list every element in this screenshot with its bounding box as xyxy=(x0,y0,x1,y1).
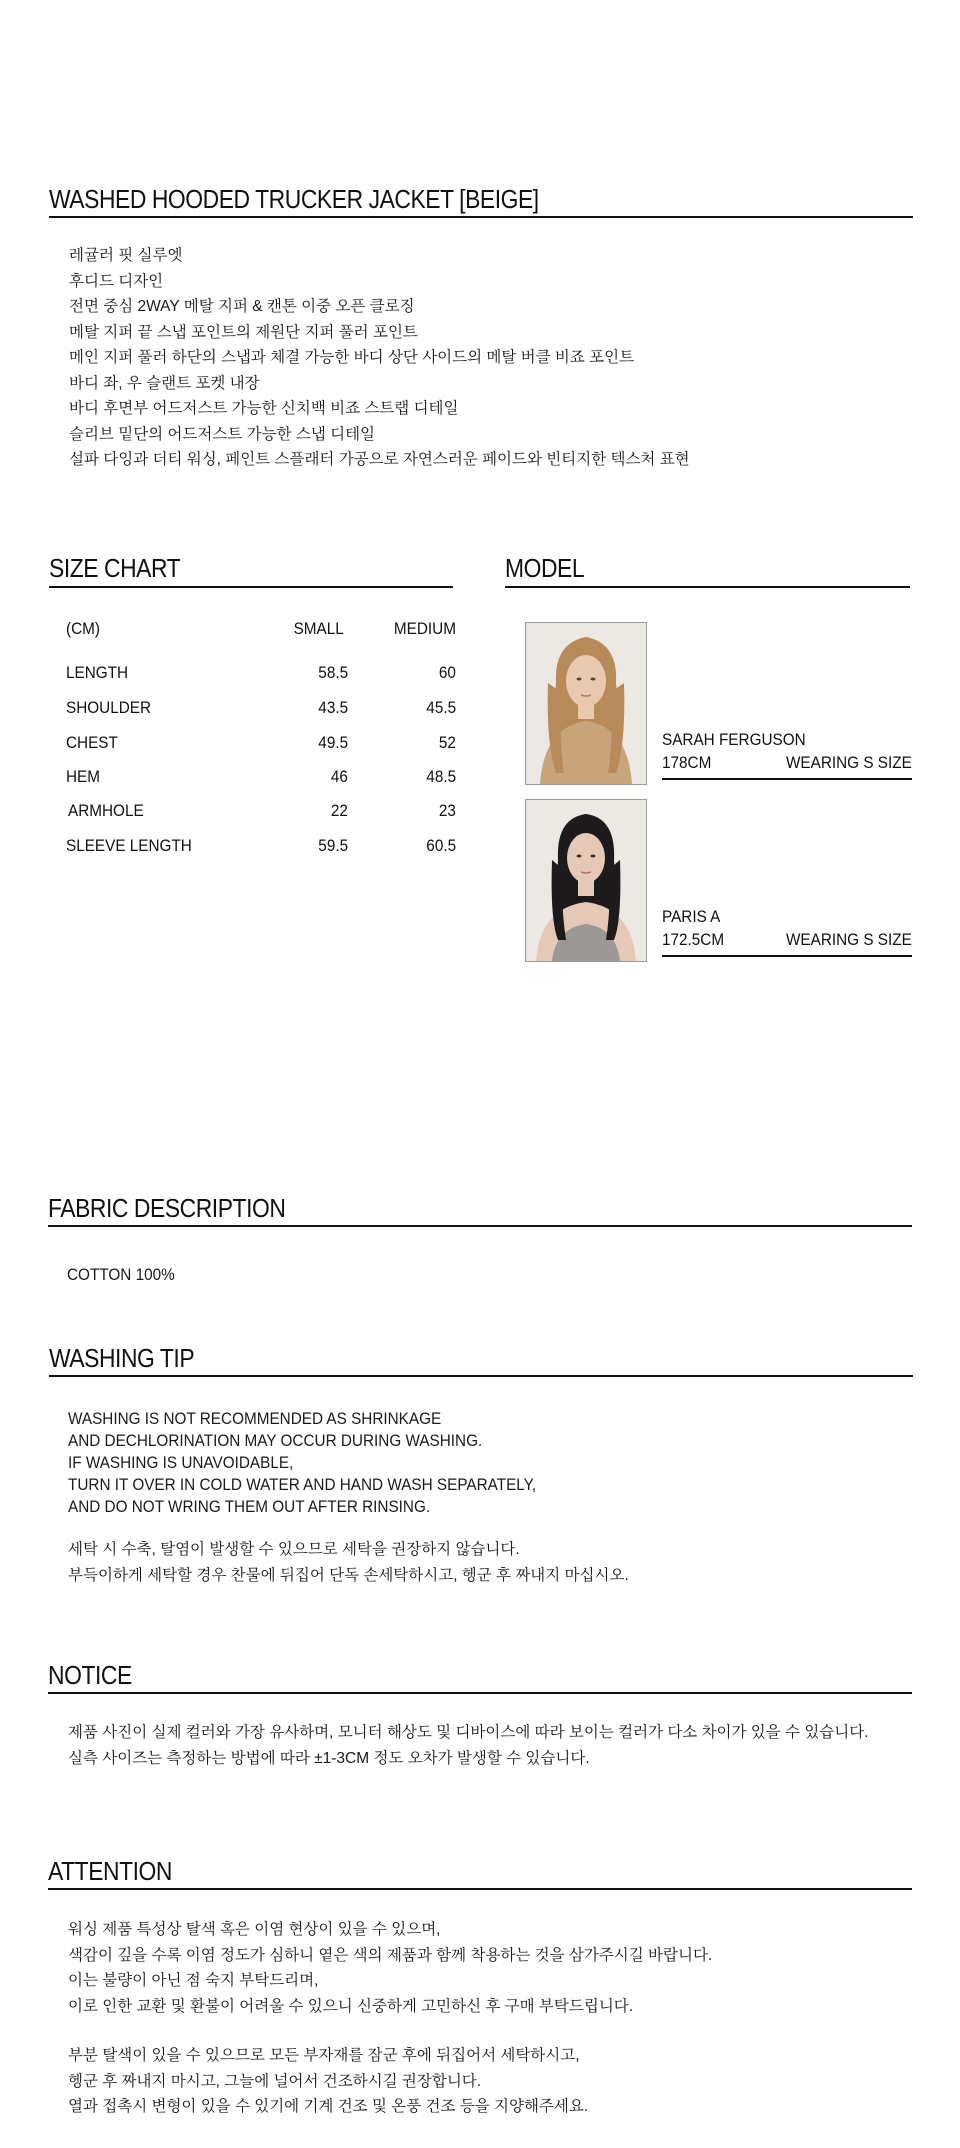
table-row xyxy=(66,733,456,757)
notice-text xyxy=(68,1720,869,1771)
washing-en-line: AND DO NOT WRING THEM OUT AFTER RINSING. xyxy=(68,1497,431,1516)
notice-title: NOTICE xyxy=(48,1660,132,1690)
washing-en-line: TURN IT OVER IN COLD WATER AND HAND WASH SEPARATELY, xyxy=(68,1475,537,1494)
feature-item: 슬리브 밑단의 어드저스트 가능한 스냅 디테일 xyxy=(69,425,376,443)
washing-en-text xyxy=(68,1408,536,1518)
table-row xyxy=(66,836,456,860)
small-value: 46 xyxy=(330,767,348,786)
washing-ko-text xyxy=(68,1537,629,1588)
medium-value: 48.5 xyxy=(426,767,456,786)
model-illustration xyxy=(526,800,646,961)
product-title: WASHED HOODED TRUCKER JACKET [BEIGE] xyxy=(49,184,539,214)
fabric-text: COTTON 100% xyxy=(67,1265,175,1284)
size-chart-title: SIZE CHART xyxy=(49,553,181,583)
washing-en-line: AND DECHLORINATION MAY OCCUR DURING WASHING. xyxy=(68,1431,483,1450)
model-height: 172.5CM xyxy=(662,930,725,949)
attention-line: 색감이 깊을 수록 이염 정도가 심하니 옅은 색의 제품과 함께 착용하는 것을 삼가주시길 바랍니다. xyxy=(68,1946,713,1964)
model-photo-paris xyxy=(525,799,647,962)
small-value: 59.5 xyxy=(318,836,348,855)
size-chart-rule xyxy=(49,586,453,588)
attention-line: 이로 인한 교환 및 환불이 어려울 수 있으니 신중하게 고민하신 후 구매 부탁드립니다. xyxy=(68,1997,634,2015)
table-row xyxy=(66,801,456,825)
product-title-rule xyxy=(49,216,913,218)
model-height: 178CM xyxy=(662,753,712,772)
small-value: 43.5 xyxy=(318,698,348,717)
medium-value: 60 xyxy=(438,663,456,682)
feature-item: 후디드 디자인 xyxy=(69,272,164,290)
model-illustration xyxy=(526,623,646,784)
washing-ko-line: 부득이하게 세탁할 경우 찬물에 뒤집어 단독 손세탁하시고, 헹군 후 짜내지 마십시오. xyxy=(68,1566,629,1584)
model-wearing-size: WEARING S SIZE xyxy=(786,753,912,772)
notice-rule xyxy=(48,1692,912,1694)
model-wearing-size: WEARING S SIZE xyxy=(786,930,912,949)
attention-title: ATTENTION xyxy=(48,1856,172,1886)
medium-value: 45.5 xyxy=(426,698,456,717)
attention-group-2 xyxy=(68,2043,588,2120)
column-small: SMALL xyxy=(293,619,344,638)
column-medium: MEDIUM xyxy=(393,619,456,638)
row-label: HEM xyxy=(66,767,101,786)
washing-en-line: WASHING IS NOT RECOMMENDED AS SHRINKAGE xyxy=(68,1409,442,1428)
medium-value: 52 xyxy=(438,733,456,752)
table-row xyxy=(66,698,456,722)
model-name: SARAH FERGUSON xyxy=(662,730,806,749)
model-meta xyxy=(662,930,912,952)
small-value: 49.5 xyxy=(318,733,348,752)
attention-group-1 xyxy=(68,1917,712,2019)
washing-rule xyxy=(49,1375,913,1377)
notice-line: 실측 사이즈는 측정하는 방법에 따라 ±1-3CM 정도 오차가 발생할 수 있습니다. xyxy=(68,1749,590,1767)
notice-line: 제품 사진이 실제 컬러와 가장 유사하며, 모니터 해상도 및 디바이스에 따라 보이는 컬러가 다소 차이가 있을 수 있습니다. xyxy=(68,1724,869,1741)
attention-line: 헹군 후 짜내지 마시고, 그늘에 널어서 건조하시길 권장합니다. xyxy=(68,2072,482,2090)
attention-line: 이는 불량이 아닌 점 숙지 부탁드리며, xyxy=(68,1972,319,1989)
attention-line: 부분 탈색이 있을 수 있으므로 모든 부자재를 잠군 후에 뒤집어서 세탁하시고, xyxy=(68,2047,580,2064)
unit-label: (CM) xyxy=(66,619,100,638)
feature-item: 바디 후면부 어드저스트 가능한 신치백 비죠 스트랩 디테일 xyxy=(69,400,459,417)
attention-line: 워싱 제품 특성상 탈색 혹은 이염 현상이 있을 수 있으며, xyxy=(68,1921,441,1938)
washing-title: WASHING TIP xyxy=(49,1343,195,1373)
model-meta xyxy=(662,753,912,775)
medium-value: 60.5 xyxy=(426,836,456,855)
small-value: 58.5 xyxy=(318,663,348,682)
model-rule xyxy=(505,586,910,588)
attention-line: 열과 접촉시 변형이 있을 수 있기에 기계 건조 및 온풍 건조 등을 지양해주세요. xyxy=(68,2098,589,2115)
attention-rule xyxy=(48,1888,912,1890)
feature-item: 메탈 지퍼 끝 스냅 포인트의 제원단 지퍼 풀러 포인트 xyxy=(69,323,418,341)
model-meta-rule xyxy=(662,778,912,780)
size-table-header xyxy=(66,619,456,643)
row-label: CHEST xyxy=(66,733,118,752)
washing-ko-line: 세탁 시 수축, 탈염이 발생할 수 있으므로 세탁을 권장하지 않습니다. xyxy=(68,1541,520,1558)
table-row xyxy=(66,767,456,791)
feature-item: 설파 다잉과 더티 워싱, 페인트 스플래터 가공으로 자연스러운 페이드와 빈티지한 텍스처 표현 xyxy=(69,451,690,468)
feature-item: 메인 지퍼 풀러 하단의 스냅과 체결 가능한 바디 상단 사이드의 메탈 버클 비죠 포인트 xyxy=(69,349,635,366)
fabric-title: FABRIC DESCRIPTION xyxy=(48,1193,286,1223)
feature-item: 바디 좌, 우 슬랜트 포켓 내장 xyxy=(69,374,260,392)
model-meta-rule xyxy=(662,955,912,957)
fabric-rule xyxy=(48,1225,912,1227)
row-label: LENGTH xyxy=(66,663,129,682)
feature-list xyxy=(69,243,690,473)
feature-item: 레귤러 핏 실루엣 xyxy=(69,247,183,264)
table-row xyxy=(66,663,456,687)
model-photo-sarah xyxy=(525,622,647,785)
small-value: 22 xyxy=(330,801,348,820)
feature-item: 전면 중심 2WAY 메탈 지퍼 & 캔톤 이중 오픈 클로징 xyxy=(69,298,415,315)
medium-value: 23 xyxy=(438,801,456,820)
washing-en-line: IF WASHING IS UNAVOIDABLE, xyxy=(68,1453,294,1472)
row-label: ARMHOLE xyxy=(68,801,144,820)
model-title: MODEL xyxy=(505,553,585,583)
row-label: SLEEVE LENGTH xyxy=(66,836,192,855)
model-name: PARIS A xyxy=(662,907,721,926)
row-label: SHOULDER xyxy=(66,698,152,717)
